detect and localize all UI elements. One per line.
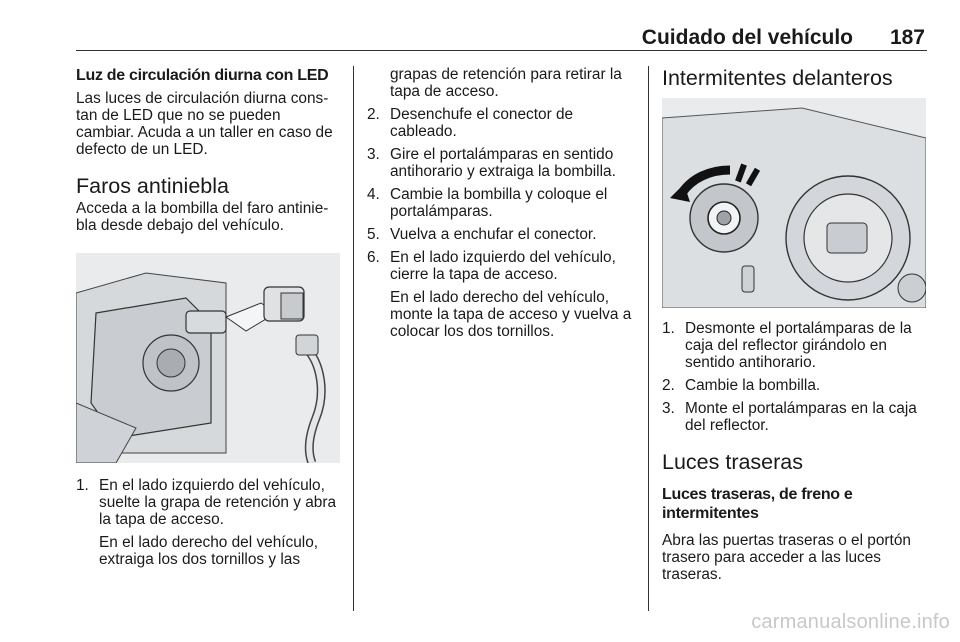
header-rule — [76, 50, 927, 51]
continued-text: grapas de retención para retirar la tapa de acceso. — [390, 66, 622, 100]
column-divider-1 — [353, 66, 354, 611]
column-divider-2 — [648, 66, 649, 611]
list-item — [367, 106, 635, 140]
column-1 — [76, 66, 340, 574]
step-subtext: En el lado derecho del vehículo, monte la tapa de acceso y vuelva a colocar los dos tornillos. — [390, 289, 632, 340]
step-text: Cambie la bombilla. — [685, 377, 821, 394]
step-number: 1. — [662, 320, 675, 337]
step-number: 2. — [367, 106, 380, 123]
turn-signal-illustration — [662, 98, 926, 308]
step-text: Cambie la bombilla y coloque el portalámparas. — [390, 186, 608, 220]
step-number: 6. — [367, 249, 380, 266]
step-text: Desmonte el portalámparas de la caja del reflector girándolo en sentido antihorario. — [685, 320, 912, 371]
list-item — [662, 400, 928, 434]
fog-text: Acceda a la bombilla del faro antinie-bla desde debajo del vehículo. — [76, 200, 329, 234]
col1-step-list — [76, 477, 340, 568]
fog-heading: Faros antiniebla — [76, 174, 229, 198]
front-turn-signal-illustration — [662, 98, 926, 308]
step-text: En el lado izquierdo del vehículo, cierre la tapa de acceso. — [390, 249, 616, 283]
list-item — [662, 320, 928, 371]
column-2 — [367, 66, 635, 346]
step-text: En el lado izquierdo del vehículo, suelte la grapa de retención y abra la tapa de acceso. — [99, 477, 336, 528]
page-header — [76, 26, 927, 50]
list-item — [76, 477, 340, 568]
rear-lights-text: Abra las puertas traseras o el portón trasero para acceder a las luces traseras. — [662, 532, 911, 583]
step-number: 3. — [367, 146, 380, 163]
step-number: 2. — [662, 377, 675, 394]
col2-step-list — [367, 106, 635, 340]
column-3 — [662, 66, 928, 583]
list-item — [662, 377, 928, 394]
rear-lights-heading: Luces traseras — [662, 450, 804, 474]
rear-lights-subheading: Luces traseras, de freno e intermitentes — [662, 486, 853, 522]
fog-lamp-illustration — [76, 253, 340, 463]
step-number: 1. — [76, 477, 89, 494]
step-number: 4. — [367, 186, 380, 203]
list-item — [367, 226, 635, 243]
step-text: Vuelva a enchufar el conector. — [390, 226, 597, 243]
col3-step-list — [662, 320, 928, 434]
list-item — [367, 186, 635, 220]
led-heading: Luz de circulación diurna con LED — [76, 67, 329, 84]
step-text: Gire el portalámparas en sentido antihorario y extraiga la bombilla. — [390, 146, 616, 180]
led-text: Las luces de circulación diurna cons-tan de LED que no se pueden cambiar. Acuda a un taller en caso de defecto de un LED. — [76, 90, 333, 158]
list-item — [367, 146, 635, 180]
step-number: 5. — [367, 226, 380, 243]
step-subtext: En el lado derecho del vehículo, extraiga los dos tornillos y las — [99, 534, 319, 568]
page-number: 187 — [889, 26, 925, 49]
section-title: Cuidado del vehículo — [641, 26, 853, 49]
list-item — [367, 249, 635, 340]
watermark-logo: carmanualsonline.info — [751, 611, 950, 633]
step-text: Desenchufe el conector de cableado. — [390, 106, 574, 140]
fog-lamp-bulb-illustration — [76, 253, 340, 463]
turn-signal-heading: Intermitentes delanteros — [662, 66, 893, 90]
step-text: Monte el portalámparas en la caja del reflector. — [685, 400, 917, 434]
step-number: 3. — [662, 400, 675, 417]
